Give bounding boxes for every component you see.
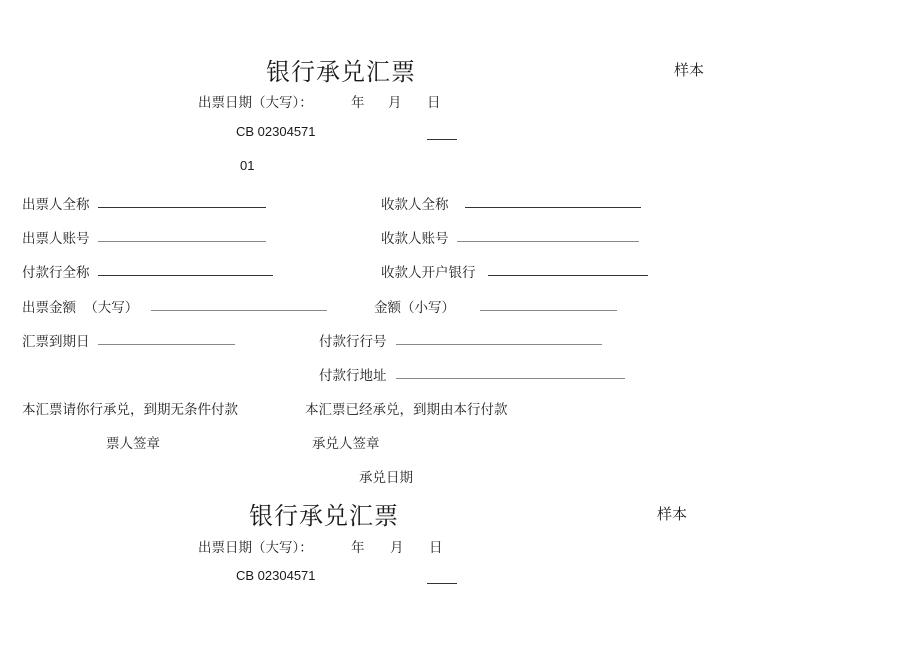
paying-bank-addr-field[interactable] [396, 378, 625, 379]
form2-title: 银行承兑汇票 [249, 502, 399, 530]
drawer-name-label: 出票人全称 [22, 197, 90, 213]
payee-account-label: 收款人账号 [381, 231, 449, 247]
drawer-account-field[interactable] [98, 241, 266, 242]
paying-bank-no-field[interactable] [396, 344, 602, 345]
form1-serial-suffix: 01 [240, 158, 255, 173]
drawer-account-label: 出票人账号 [22, 231, 90, 247]
form1-month-label: 月 [388, 95, 402, 111]
paying-bank-label: 付款行全称 [22, 265, 90, 281]
drawer-name-field[interactable] [98, 207, 266, 208]
drawer-seal-label: 票人签章 [106, 436, 160, 452]
amount-lower-label: 金额（小写） [374, 300, 455, 316]
payee-name-field[interactable] [465, 207, 641, 208]
form1-title: 银行承兑汇票 [266, 58, 416, 86]
paying-bank-no-label: 付款行行号 [319, 334, 387, 350]
form2-code-blank[interactable] [427, 583, 457, 584]
form1-issue-date-label: 出票日期（大写）： [198, 95, 313, 111]
form1-serial-code: CB 02304571 [236, 124, 316, 139]
form2-serial-code: CB 02304571 [236, 568, 316, 583]
form2-year-label: 年 [351, 540, 365, 556]
form2-sample-mark: 样本 [657, 505, 688, 523]
paying-bank-field[interactable] [98, 275, 273, 276]
payee-account-field[interactable] [457, 241, 639, 242]
acceptor-seal-label: 承兑人签章 [312, 436, 380, 452]
form2-month-label: 月 [390, 540, 404, 556]
form1-sample-mark: 样本 [674, 61, 705, 79]
acceptance-request-text: 本汇票请你行承兑，到期无条件付款 [22, 402, 238, 418]
payee-bank-label: 收款人开户银行 [381, 265, 476, 281]
accept-date-label: 承兑日期 [359, 470, 413, 486]
due-date-field[interactable] [98, 344, 235, 345]
amount-lower-field[interactable] [480, 310, 617, 311]
due-date-label: 汇票到期日 [22, 334, 90, 350]
amount-upper-label: 出票金额 （大写） [22, 300, 139, 316]
form2-day-label: 日 [429, 540, 443, 556]
form1-year-label: 年 [351, 95, 365, 111]
form1-code-blank[interactable] [427, 139, 457, 140]
form1-day-label: 日 [427, 95, 441, 111]
amount-upper-field[interactable] [151, 310, 327, 311]
paying-bank-addr-label: 付款行地址 [319, 368, 387, 384]
form2-issue-date-label: 出票日期（大写）： [198, 540, 313, 556]
payee-bank-field[interactable] [488, 275, 648, 276]
accepted-statement-text: 本汇票已经承兑，到期由本行付款 [305, 402, 508, 418]
payee-name-label: 收款人全称 [381, 197, 449, 213]
